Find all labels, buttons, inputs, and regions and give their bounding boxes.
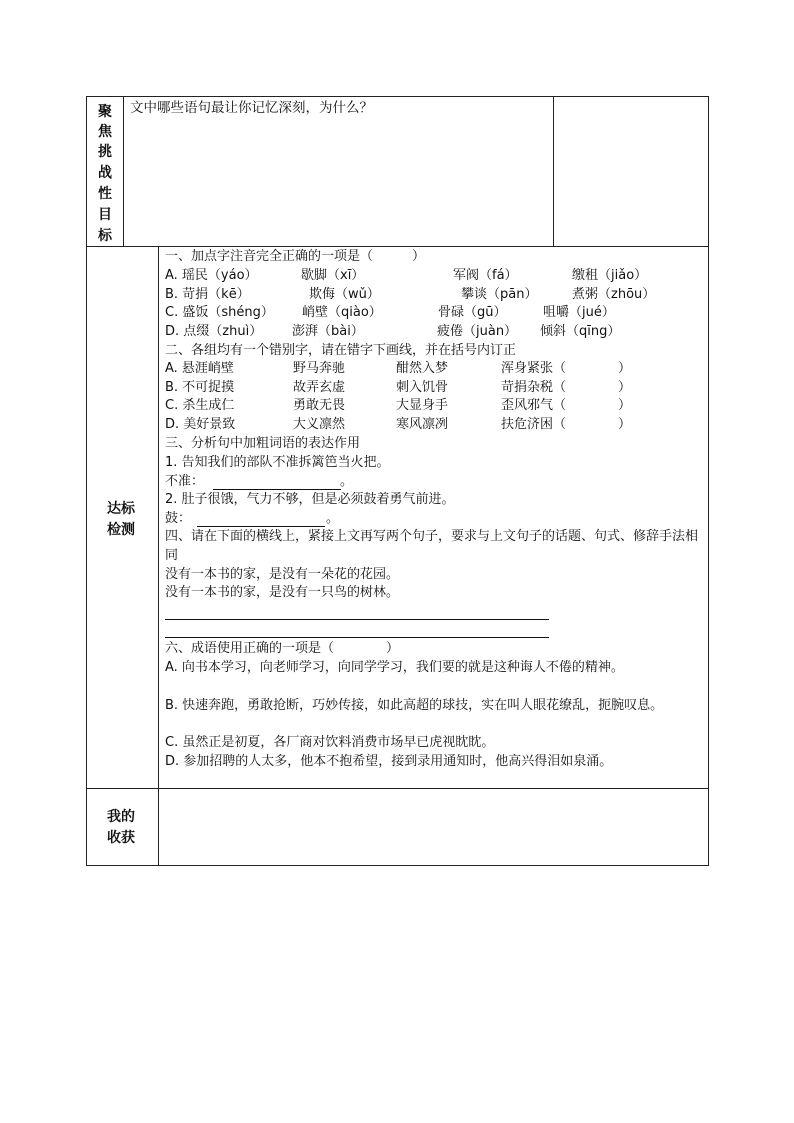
q1-option: 峭壁（qiào） (302, 305, 382, 320)
q1-option: C. 盛饭（shéng） (165, 305, 274, 320)
focus-label-char: 目 (98, 207, 112, 223)
q6-option-a: A. 向书本学习，向老师学习，向同学学习，我们要的就是这种诲人不倦的精神。 (165, 660, 624, 675)
focus-label-char: 挑 (98, 144, 112, 160)
q2-word: B. 不可捉摸 (165, 380, 235, 395)
q1-option: B. 苛捐（kē） (165, 287, 250, 302)
q2-word: 浑身紧张（ ） (501, 361, 632, 376)
q2-word: A. 悬涯峭壁 (165, 361, 234, 376)
q2-word: 苛捐杂税（ ） (501, 380, 632, 395)
q3-sentence-1: 1. 告知我们的部队不准拆篱笆当火把。 (165, 455, 390, 470)
q2-word: 寒风凛冽 (396, 417, 449, 432)
q6-option-b: B. 快速奔跑，勇敢抢断，巧妙传接，如此高超的球技，实在叫人眼花缭乱，扼腕叹息。 (165, 698, 664, 713)
focus-question: 文中哪些语句最让你记忆深刻，为什么？ (130, 100, 373, 116)
q1-option: 煮粥（zhōu） (572, 287, 656, 302)
focus-label-char: 战 (98, 165, 112, 181)
q1-option: 军阀（fá） (453, 268, 518, 283)
focus-label-char: 性 (98, 186, 112, 202)
q2-word: 勇敢无畏 (293, 398, 346, 413)
q2-word: 大显身手 (396, 398, 449, 413)
q1-option: 攀谈（pān） (461, 287, 538, 302)
q1-option: 骨碌（gū） (438, 305, 507, 320)
q1-option-row (165, 286, 705, 305)
q2-option-row (165, 397, 705, 416)
focus-label-char: 标 (98, 228, 112, 244)
q3-sentence-2: 2. 肚子很饿，气力不够，但是必须鼓着勇气前进。 (165, 492, 455, 507)
q2-word: 野马奔驰 (293, 361, 346, 376)
q6-option-c: C. 虽然正是初夏，各厂商对饮料消费市场早已虎视眈眈。 (165, 735, 495, 750)
q2-word: 故弄玄虚 (293, 380, 346, 395)
q4-answer-line-1[interactable] (165, 618, 549, 620)
q3-answer-blank-2[interactable] (197, 525, 325, 527)
gain-label-cell (86, 788, 159, 866)
q4-example-2: 没有一本书的家，是没有一只鸟的树林。 (165, 585, 400, 600)
q3-title: 三、分析句中加粗词语的表达作用 (165, 436, 361, 451)
q1-option: 欺侮（wǔ） (309, 287, 380, 302)
q3-answer-blank-1[interactable] (213, 488, 341, 490)
q2-word: D. 美好景致 (165, 417, 236, 432)
q3-answer-period: 。 (326, 511, 340, 526)
q6-title: 六、成语使用正确的一项是（ ） (165, 641, 400, 656)
q1-option: 疲倦（juàn） (437, 324, 518, 339)
focus-label-char: 焦 (98, 124, 112, 140)
q1-option: A. 瑶民（yáo） (165, 268, 258, 283)
q1-option: D. 点缀（zhuì） (165, 324, 263, 339)
focus-question-cell (123, 96, 554, 247)
gain-label-line: 收获 (107, 830, 135, 846)
gain-label-line: 我的 (107, 809, 135, 825)
focus-label-char: 聚 (98, 104, 112, 120)
q2-option-row (165, 379, 705, 398)
q1-option: 缴租（jiǎo） (572, 268, 648, 283)
q1-option-row (165, 304, 705, 323)
check-label-line: 检测 (107, 522, 135, 538)
q2-word: 刺入饥骨 (396, 380, 449, 395)
q2-word: C. 杀生成仁 (165, 398, 235, 413)
q6-option-d: D. 参加招聘的人太多，他本不抱希望，接到录用通知时，他高兴得泪如泉涌。 (165, 754, 613, 769)
q4-example-1: 没有一本书的家，是没有一朵花的花园。 (165, 567, 400, 582)
q2-word: 歪风邪气（ ） (501, 398, 632, 413)
q4-title: 四、请在下面的横线上，紧接上文再写两个句子，要求与上文句子的话题、句式、修辞手法相同 (165, 529, 699, 563)
q1-option-row (165, 323, 705, 342)
q2-word: 大义凛然 (293, 417, 346, 432)
q1-option: 歇脚（xī） (301, 268, 365, 283)
q2-title: 二、各组均有一个错别字，请在错字下画线，并在括号内订正 (165, 343, 517, 358)
gain-content-cell[interactable] (158, 788, 709, 866)
q2-option-row (165, 416, 705, 435)
q2-word: 扶危济困（ ） (501, 417, 632, 432)
q2-word: 酣然入梦 (396, 361, 449, 376)
q3-answer-label: 鼓： (165, 511, 192, 526)
q1-option: 澎湃（bài） (292, 324, 364, 339)
q1-option: 咀嚼（jué） (543, 305, 615, 320)
focus-notes-cell (553, 96, 709, 247)
q2-option-row (165, 360, 705, 379)
q3-answer-period: 。 (340, 474, 354, 489)
q3-answer-label: 不准： (165, 474, 205, 489)
q1-option: 倾斜（qīng） (540, 324, 621, 339)
q1-option-row (165, 267, 705, 286)
check-label-line: 达标 (107, 501, 135, 517)
q1-title: 一、加点字注音完全正确的一项是（ ） (165, 249, 426, 264)
q4-answer-line-2[interactable] (165, 636, 549, 638)
